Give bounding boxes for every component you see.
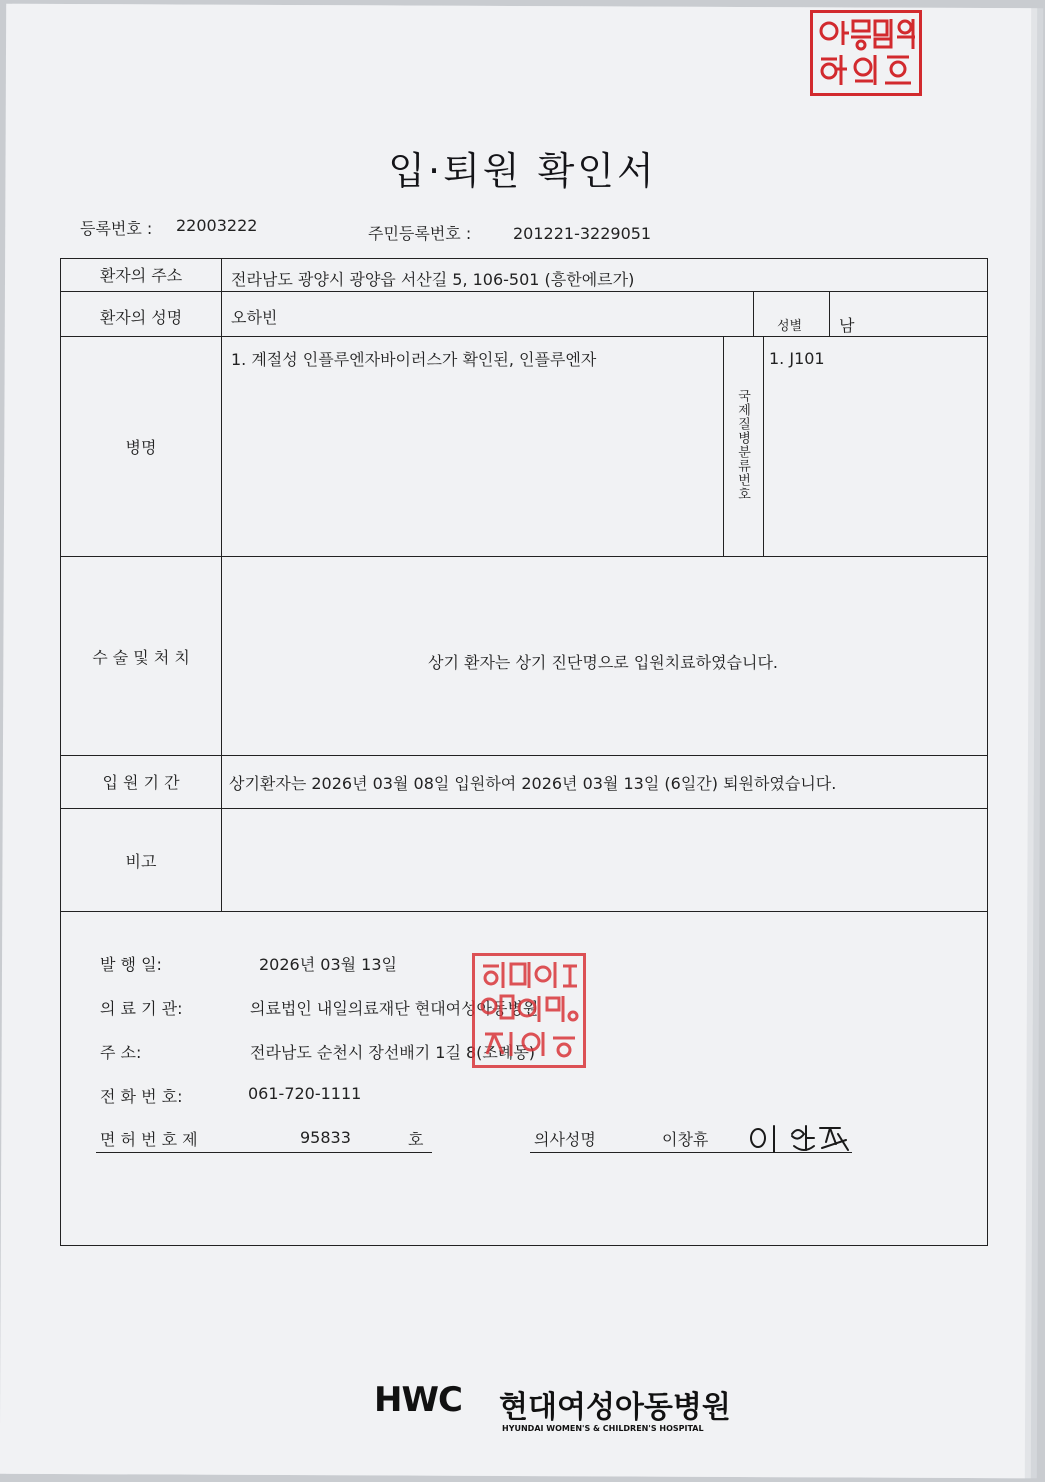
phone-label: 전 화 번 호: — [100, 1087, 183, 1106]
institution-value: 의료법인 내일의료재단 현대여성아동병원 — [250, 999, 539, 1018]
doctor-signature — [748, 1120, 858, 1160]
period-value: 상기환자는 2026년 03월 08일 입원하여 2026년 03월 13일 (6일간) 퇴원하였습니다. — [229, 774, 837, 793]
remarks-label: 비고 — [125, 852, 157, 871]
row-divider — [61, 336, 987, 337]
registration-number-label: 등록번호 : — [80, 219, 153, 238]
registration-number-value: 22003222 — [176, 216, 258, 235]
doctor-label: 의사성명 — [534, 1130, 596, 1149]
row-divider — [61, 755, 987, 756]
treatment-value: 상기 환자는 상기 진단명으로 입원치료하였습니다. — [428, 653, 779, 672]
hwc-logo-mark: HWC — [374, 1380, 462, 1420]
sex-value: 남 — [839, 316, 855, 335]
issue-date-label: 발 행 일: — [100, 955, 162, 974]
certificate-form-table — [60, 258, 988, 1246]
diagnosis-value: 1. 계절성 인플루엔자바이러스가 확인된, 인플루엔자 — [231, 350, 597, 369]
issuer-address-value: 전라남도 순천시 장선배기 1길 8(조례동) — [250, 1043, 536, 1062]
institution-label: 의 료 기 관: — [100, 999, 183, 1018]
name-label: 환자의 성명 — [99, 308, 183, 327]
column-divider — [723, 336, 724, 556]
row-divider — [61, 911, 987, 912]
license-value: 95833 — [300, 1128, 351, 1147]
issue-date-value: 2026년 03월 13일 — [259, 955, 397, 974]
hospital-english-name: HYUNDAI WOMEN'S & CHILDREN'S HOSPITAL — [502, 1424, 704, 1433]
row-divider — [61, 556, 987, 557]
sex-label: 성별 — [777, 319, 803, 334]
license-suffix: 호 — [408, 1130, 424, 1149]
icd-value: 1. J101 — [769, 349, 825, 368]
column-divider — [763, 336, 764, 556]
column-divider — [221, 259, 222, 911]
hospital-director-seal-stamp — [472, 953, 586, 1068]
column-divider — [753, 291, 754, 336]
doctor-value: 이창휴 — [662, 1130, 709, 1149]
resident-number-label: 주민등록번호 : — [368, 224, 472, 243]
column-divider — [829, 291, 830, 336]
address-label: 환자의 주소 — [99, 266, 183, 285]
row-divider — [61, 808, 987, 809]
hospital-name-logo: 현대여성아동병원 — [499, 1390, 731, 1425]
license-label: 면 허 번 호 제 — [100, 1130, 198, 1149]
address-value: 전라남도 광양시 광양읍 서산길 5, 106-501 (흥한에르가) — [231, 270, 635, 289]
icd-label: 국제질병분류번호 — [735, 389, 750, 501]
license-underline — [96, 1152, 432, 1153]
hospital-seal-stamp — [810, 10, 922, 96]
treatment-label: 수 술 및 처 치 — [92, 648, 190, 667]
name-value: 오하빈 — [231, 308, 278, 327]
phone-value: 061-720-1111 — [248, 1084, 362, 1103]
diagnosis-label: 병명 — [125, 438, 157, 457]
period-label: 입 원 기 간 — [102, 773, 180, 792]
document-title: 입·퇴원 확인서 — [388, 149, 657, 193]
issuer-address-label: 주 소: — [100, 1043, 142, 1062]
resident-number-value: 201221-3229051 — [513, 224, 652, 243]
row-divider — [61, 291, 987, 292]
